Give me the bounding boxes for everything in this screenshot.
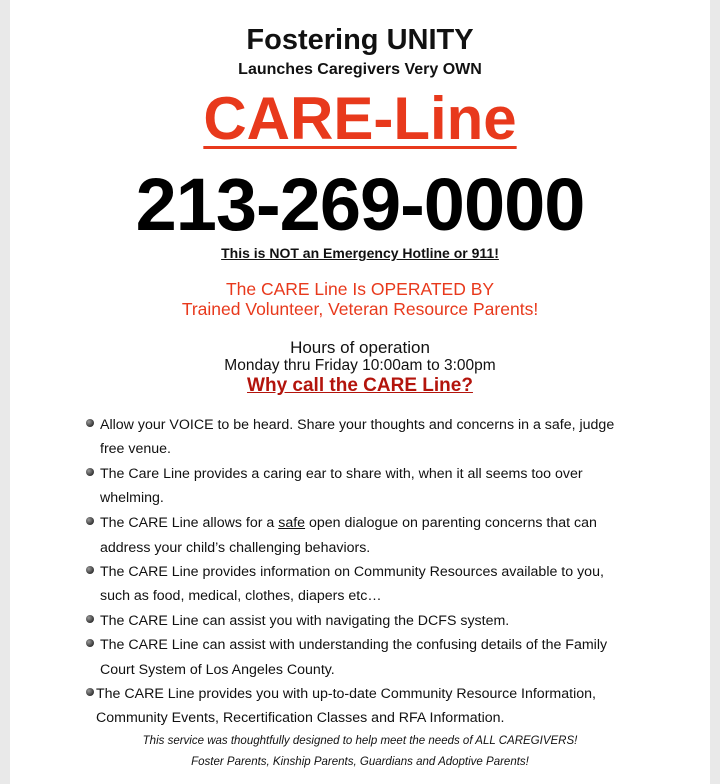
- list-item-line: Community Events, Recertification Classes and RFA Information.: [96, 710, 505, 726]
- hours-time: Monday thru Friday 10:00am to 3:00pm: [224, 357, 496, 374]
- list-item-line: The CARE Line can assist you with navigating the DCFS system.: [100, 613, 510, 629]
- list-item-line: The CARE Line can assist with understanding the confusing details of the Family: [100, 637, 608, 653]
- list-item-line: The CARE Line provides you with up-to-date Community Resource Information,: [96, 686, 596, 702]
- safe-underlined-text: safe: [278, 515, 306, 531]
- flyer-subtitle: Launches Caregivers Very OWN: [238, 61, 482, 78]
- emergency-notice-text: This is NOT an Emergency Hotline or 911!: [221, 245, 499, 261]
- list-item-line: The CARE Line provides information on Community Resources available to you,: [100, 564, 604, 580]
- footer-line-2: Foster Parents, Kinship Parents, Guardians and Adoptive Parents!: [191, 756, 529, 768]
- emergency-notice: [0, 245, 720, 261]
- operated-by-line-2: Trained Volunteer, Veteran Resource Parents!: [181, 299, 539, 319]
- list-item-line: such as food, medical, clothes, diapers etc…: [100, 588, 382, 604]
- list-item-line: The Care Line provides a caring ear to share with, when it all seems too over: [100, 466, 583, 482]
- footer-line-1: This service was thoughtfully designed to help meet the needs of ALL CAREGIVERS!: [142, 735, 578, 747]
- bullet-dot: [86, 688, 94, 696]
- phone-number: 213-269-0000: [135, 163, 585, 246]
- list-item-line: address your child’s challenging behaviors.: [100, 540, 371, 556]
- care-line-headline: [0, 84, 720, 153]
- why-call-heading: [0, 375, 720, 397]
- list-item-line: [100, 515, 597, 531]
- bullet-dot: [86, 615, 94, 623]
- why-call-heading-text: Why call the CARE Line?: [247, 375, 473, 396]
- bullet-dot: [86, 566, 94, 574]
- list-item-line: Allow your VOICE to be heard. Share your thoughts and concerns in a safe, judge: [100, 417, 615, 433]
- flyer-title: Fostering UNITY: [246, 24, 474, 56]
- hours-title: Hours of operation: [290, 338, 430, 357]
- bullet-dot: [86, 468, 94, 476]
- operated-by-line-1: The CARE Line Is OPERATED BY: [225, 279, 495, 299]
- list-item-line: whelming.: [100, 490, 164, 506]
- list-item-line: Court System of Los Angeles County.: [100, 662, 335, 678]
- bullet-dot: [86, 639, 94, 647]
- care-line-headline-text: CARE-Line: [203, 85, 517, 152]
- bullet-dot: [86, 419, 94, 427]
- bullet-dot: [86, 517, 94, 525]
- list-item-text: The CARE Line allows for a: [100, 515, 279, 531]
- list-item-text: open dialogue on parenting concerns that can: [305, 515, 597, 531]
- list-item-line: free venue.: [100, 441, 171, 457]
